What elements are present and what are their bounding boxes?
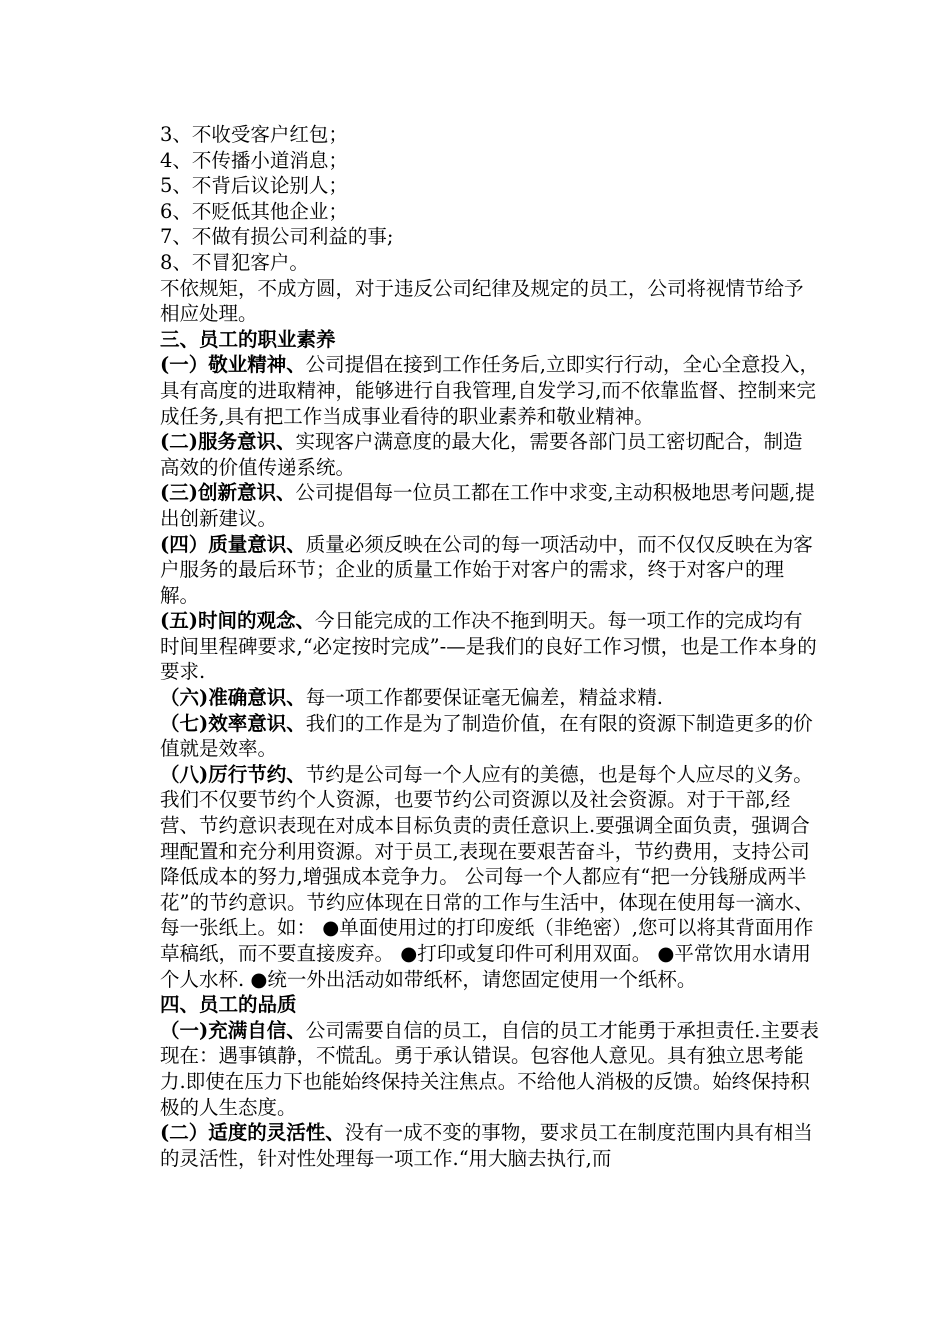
paragraph-label: （八)厉行节约 — [160, 762, 287, 786]
paragraph-text: 公司提倡每一位员工都在工作中求变,主动积极地思考问题,提出创新建议。 — [160, 481, 815, 530]
paragraph-text: 质量必须反映在公司的每一项活动中，而不仅仅反映在为客户服务的最后环节；企业的质量工作始于对客户的需求，终于对客户的理解。 — [160, 532, 813, 607]
label-separator: 、 — [286, 532, 306, 556]
paragraph-text: 我们的工作是为了制造价值，在有限的资源下制造更多的价值就是效率。 — [160, 711, 813, 761]
paragraph-label: (一）敬业精神 — [160, 353, 287, 377]
label-separator: 、 — [286, 711, 306, 735]
paragraph-label: （一)充满自信 — [160, 1018, 287, 1042]
paragraph-text: 每一项工作都要保证毫无偏差，精益求精. — [305, 686, 663, 710]
paragraph — [160, 762, 820, 992]
label-separator: 、 — [295, 609, 315, 633]
paragraph — [160, 532, 820, 609]
paragraph-label: （七)效率意识 — [160, 711, 287, 735]
document-body — [160, 122, 820, 1171]
list-item: 4、不传播小道消息； — [160, 148, 348, 172]
paragraph — [160, 608, 820, 685]
label-separator: 、 — [325, 1121, 345, 1145]
list-item: 3、不收受客户红包； — [160, 123, 348, 146]
paragraph-label: (二）适度的灵活性 — [160, 1121, 326, 1145]
list-item: 8、不冒犯客户。 — [160, 250, 309, 274]
paragraph — [160, 352, 820, 429]
section-heading: 四、员工的品质 — [160, 993, 297, 1017]
paragraph-text: 公司需要自信的员工，自信的员工才能勇于承担责任.主要表现在：遇事镇静，不慌乱。勇于承认错误。包容他人意见。具有独立思考能力.即使在压力下也能始终保持关注焦点。不给他人消极的反馈。始终保持积极的人生态度。 — [160, 1018, 819, 1119]
label-separator: 、 — [286, 1018, 306, 1042]
label-separator: 、 — [286, 686, 306, 710]
paragraph — [160, 685, 820, 711]
paragraph — [160, 1120, 820, 1171]
paragraph-label: (五)时间的观念 — [160, 609, 296, 633]
paragraph-label: （六)准确意识 — [160, 686, 287, 710]
paragraph-text: 没有一成不变的事物，要求员工在制度范围内具有相当的灵活性，针对性处理每一项工作.“用大脑去执行,而 — [160, 1121, 813, 1170]
paragraph-text: 实现客户满意度的最大化，需要各部门员工密切配合，制造高效的价值传递系统。 — [160, 430, 803, 479]
paragraph — [160, 480, 820, 531]
list-item: 6、不贬低其他企业； — [160, 199, 348, 223]
list-item: 5、不背后议论别人； — [160, 174, 348, 198]
paragraph-label: (二)服务意识 — [160, 430, 276, 454]
section-heading: 三、员工的职业素养 — [160, 327, 336, 351]
paragraph-text: 公司提倡在接到工作任务后,立即实行行动，全心全意投入，具有高度的进取精神，能够进行自我管理,自发学习,而不依靠监督、控制来完成任务,具有把工作当成事业看待的职业素养和敬业精神。 — [160, 353, 819, 428]
list-item: 7、不做有损公司利益的事; — [160, 225, 394, 249]
paragraph — [160, 711, 820, 762]
label-separator: 、 — [286, 762, 306, 786]
label-separator: 、 — [275, 430, 296, 454]
paragraph-text: 今日能完成的工作决不拖到明天。每一项工作的完成均有时间里程碑要求,“必定按时完成”-—是我们的良好工作习惯，也是工作本身的要求. — [160, 609, 817, 684]
paragraph-label: (三)创新意识 — [160, 481, 276, 505]
label-separator: 、 — [286, 353, 306, 377]
paragraph-label: (四）质量意识 — [160, 532, 287, 556]
paragraph — [160, 429, 820, 480]
label-separator: 、 — [275, 481, 296, 505]
paragraph-text: 节约是公司每一个人应有的美德，也是每个人应尽的义务。我们不仅要节约个人资源，也要节约公司资源以及社会资源。对于干部,经营、节约意识表现在对成本目标负责的责任意识上.要强调全面负责，强调合理配置和充分利用资源。对于员工,表现在要艰苦奋斗，节约费用，支持公司降低成本的努力,增强成本竞争力。 公司每一个人都应有“把一分钱掰成两半花”的节约意识。节约应体现在日常的工作与生活中，体现在使用每一滴水、每一张纸上。如： ●单面使用过的打印废纸（非绝密）,您可以将其背面用作草稿纸，而不要直接废弃。 ●打印或复印件可利用双面。 ●平常饮用水请用个人水杯. ●统一外出活动如带纸杯，请您固定使用一个纸杯。 — [160, 762, 814, 991]
paragraph — [160, 1018, 820, 1120]
discipline-note: 不依规矩，不成方圆，对于违反公司纪律及规定的员工，公司将视情节给予相应处理。 — [160, 276, 804, 326]
